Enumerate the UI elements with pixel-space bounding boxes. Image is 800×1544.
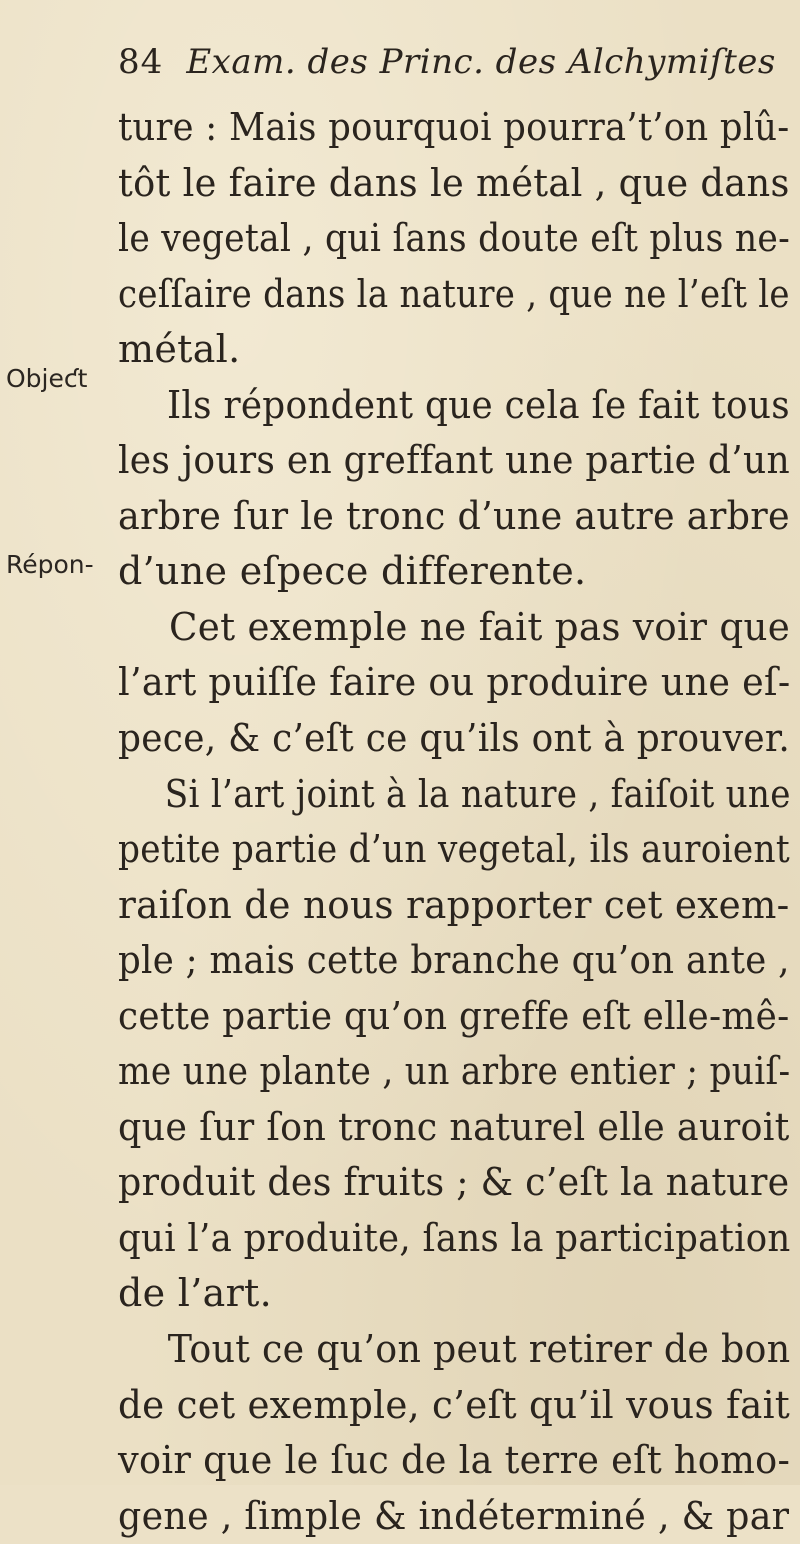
text-line: gene , ſimple & indéterminé , & par — [118, 1493, 790, 1538]
text-line: pece, & c’eſt ce qu’ils ont à prouver. — [118, 716, 791, 761]
text-line: de l’art. — [118, 1271, 272, 1316]
paragraph-start-line: Si l’art joint à la nature , faiſoit une — [164, 771, 791, 816]
text-line: tôt le faire dans le métal , que dans — [118, 160, 790, 205]
text-line: métal. — [118, 327, 241, 372]
text-line: raiſon de nous rapporter cet exem- — [118, 882, 790, 927]
margin-note-response: Répon- — [6, 550, 94, 579]
paragraph-start-line: Cet exemple ne fait pas voir que — [168, 604, 791, 649]
text-line: me une plante , un arbre entier ; puiſ- — [118, 1049, 791, 1094]
text-line: de cet exemple, c’eſt qu’il vous fait — [118, 1382, 791, 1427]
text-line: les jours en greffant une partie d’un — [118, 438, 790, 483]
page-header — [118, 42, 778, 98]
text-line: cette partie qu’on greffe eſt elle-mê- — [118, 993, 790, 1038]
text-line: arbre ſur le tronc d’une autre arbre — [118, 493, 790, 538]
margin-note-objection: Objeƈt — [6, 364, 88, 393]
text-line: ple ; mais cette branche qu’on ante , — [118, 938, 790, 983]
text-line: ceſſaire dans la nature , que ne l’eſt le — [118, 271, 790, 316]
text-line: d’une eſpece differente. — [118, 549, 587, 594]
text-line: qui l’a produite, ſans la participation — [118, 1215, 791, 1260]
text-line: voir que le ſuc de la terre eſt homo- — [118, 1438, 791, 1483]
text-line: le vegetal , qui ſans doute eſt plus ne- — [118, 216, 791, 261]
body-text — [118, 100, 798, 1544]
text-line: produit des fruits ; & c’eſt la nature — [118, 1160, 790, 1205]
paragraph-start-line: Tout ce qu’on peut retirer de bon — [167, 1327, 791, 1372]
text-line: l’art puiſſe faire ou produire une eſ- — [118, 660, 791, 705]
text-line: ture : Mais pourquoi pourra’t’on plû- — [118, 105, 790, 149]
paragraph-start-line: Ils répondent que cela ſe fait tous — [166, 382, 790, 427]
text-line: petite partie d’un vegetal, ils auroient — [118, 827, 790, 872]
running-title: Exam. des Princ. des Alchymiſtes — [186, 42, 776, 82]
page-number: 84 — [118, 42, 164, 82]
text-line: que ſur ſon tronc naturel elle auroit — [118, 1104, 790, 1149]
